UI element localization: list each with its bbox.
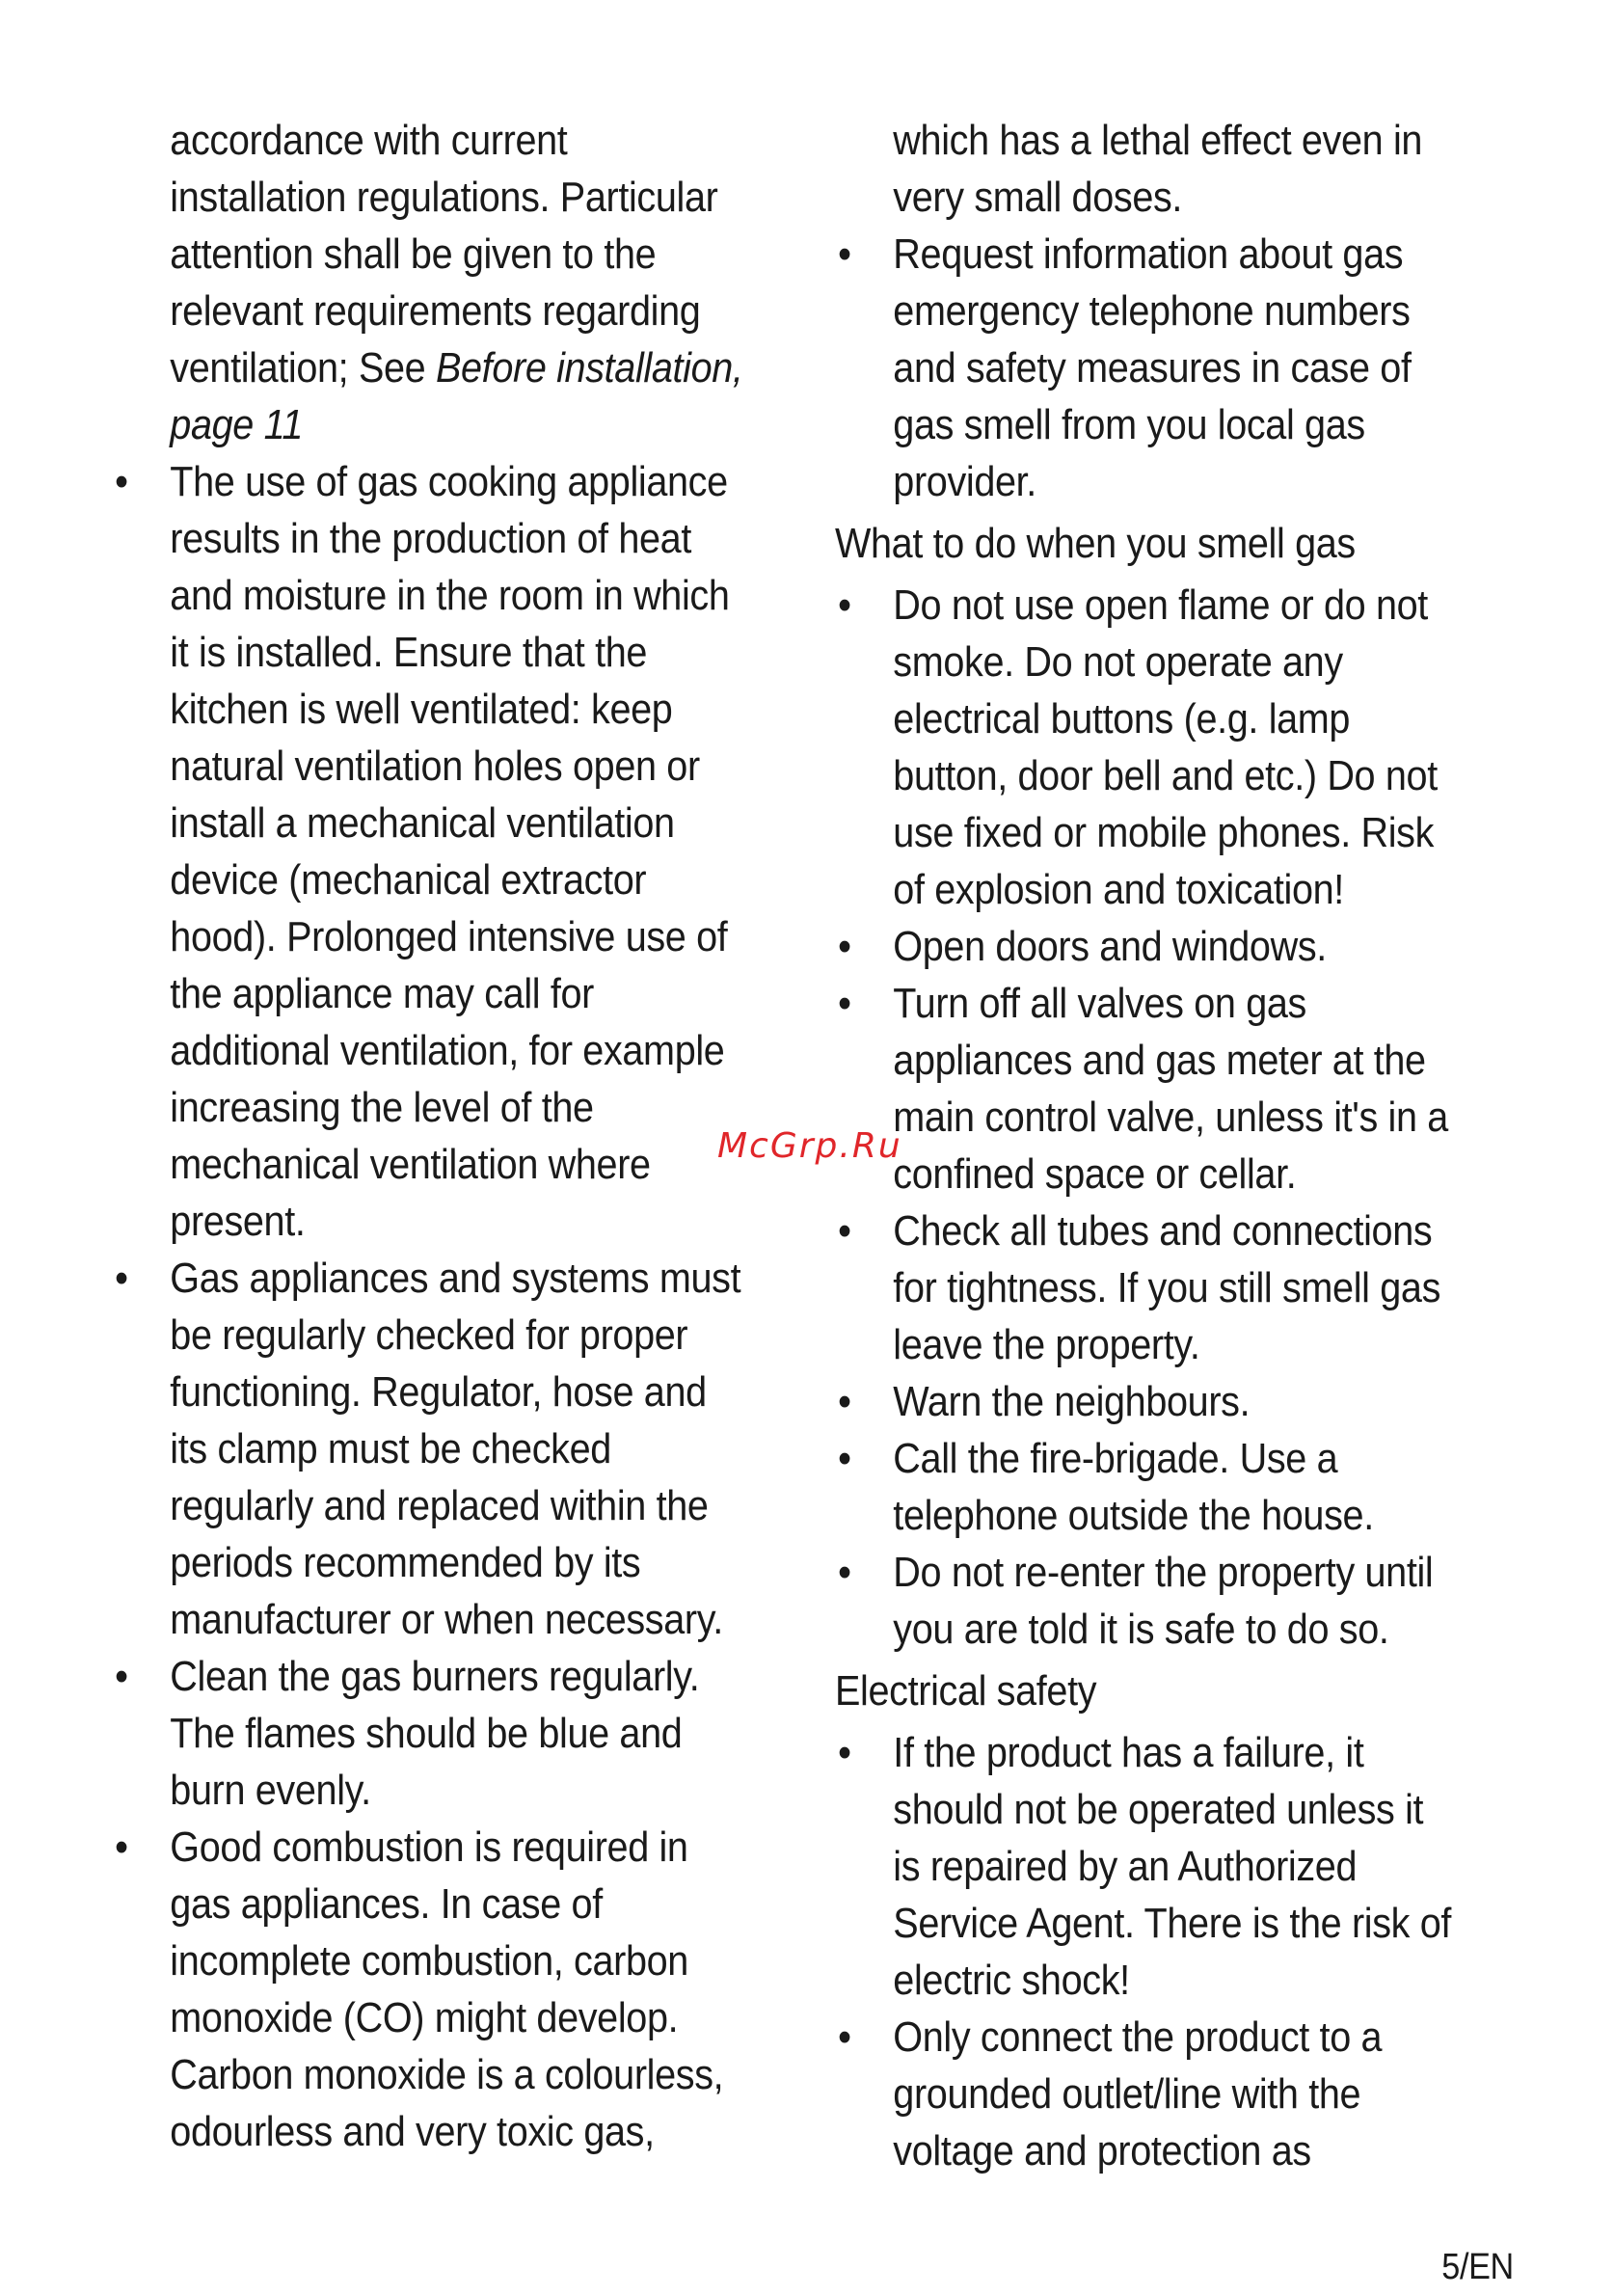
text-line: Do not re-enter the property until [893,1549,1434,1596]
text-line: gas smell from you local gas [893,401,1365,448]
text-line: results in the production of heat [170,515,691,562]
text-line: provider. [893,458,1036,505]
bullet-icon: • [838,923,851,970]
section-heading-electrical-safety: Electrical safety [835,1667,1097,1715]
text-line: hood). Prolonged intensive use of [170,913,728,960]
text-line: the appliance may call for [170,970,594,1017]
text-line: be regularly checked for proper [170,1311,688,1359]
text-line: Turn off all valves on gas [893,980,1306,1027]
text-line: odourless and very toxic gas, [170,2108,655,2155]
list-item [835,918,1460,975]
list-item [112,1819,737,2160]
text-line: mechanical ventilation where [170,1141,651,1188]
bullet-icon: • [838,980,851,1027]
text-line: is repaired by an Authorized [893,1843,1358,1890]
text-line: The use of gas cooking appliance [170,458,728,505]
text-line: Warn the neighbours. [893,1378,1251,1425]
left-column [112,112,806,2160]
bullet-icon: • [838,1207,851,1255]
bullet-icon: • [838,1435,851,1482]
text-line: Only connect the product to a [893,2013,1383,2061]
list-item [112,1648,737,1819]
text-line: Service Agent. There is the risk of [893,1900,1452,1947]
text-line: natural ventilation holes open or [170,743,700,790]
section-heading-smell-gas: What to do when you smell gas [835,520,1356,567]
list-item [835,1724,1460,2009]
text-line: device (mechanical extractor [170,856,647,904]
bullet-icon: • [838,1549,851,1596]
text-line: electrical buttons (e.g. lamp [893,695,1351,743]
text-line: Request information about gas [893,230,1404,278]
text-line [170,339,743,396]
text-line: periods recommended by its [170,1539,641,1586]
bullet-icon: • [838,581,851,629]
list-item [835,1544,1460,1658]
text-line: present. [170,1198,306,1245]
text-line: electric shock! [893,1957,1130,2004]
list-item [835,1202,1460,1373]
list-item [835,226,1460,510]
text-line: Clean the gas burners regularly. [170,1653,700,1700]
bullet-icon: • [115,1823,128,1871]
text-line: Carbon monoxide is a colourless, [170,2051,724,2098]
text-line: voltage and protection as [893,2127,1311,2174]
text-line: The flames should be blue and [170,1710,683,1757]
text-line: install a mechanical ventilation [170,799,675,847]
text-line: relevant requirements regarding [170,287,701,335]
bullet-icon: • [838,1729,851,1776]
text-line: for tightness. If you still smell gas [893,1264,1441,1311]
bullet-icon: • [115,1255,128,1302]
list-item [835,1373,1460,1430]
bullet-icon: • [838,2013,851,2061]
list-item [835,975,1460,1202]
text-line: grounded outlet/line with the [893,2070,1361,2118]
text-line: Open doors and windows. [893,923,1327,970]
text-line: of explosion and toxication! [893,866,1344,913]
text-line: attention shall be given to the [170,230,657,278]
text-line: monoxide (CO) might develop. [170,1994,679,2041]
list-item [112,453,737,1250]
text-line: should not be operated unless it [893,1786,1424,1833]
text-line: leave the property. [893,1321,1200,1368]
bullet-icon: • [115,1653,128,1700]
list-item [112,1250,741,1648]
text-line: which has a lethal effect even in [893,117,1423,164]
text-line: Check all tubes and connections [893,1207,1433,1255]
bullet-icon: • [838,230,851,278]
list-item [835,1430,1460,1544]
text-line: smoke. Do not operate any [893,638,1343,686]
list-item [835,2009,1460,2179]
list-item [835,577,1460,918]
cross-reference-link[interactable]: Before installation, [435,344,743,392]
text-line: burn evenly. [170,1767,371,1814]
text-line: gas appliances. In case of [170,1880,603,1928]
text-line: its clamp must be checked [170,1425,611,1472]
text-line: additional ventilation, for example [170,1027,725,1074]
text-line: it is installed. Ensure that the [170,629,648,676]
text-line: Gas appliances and systems must [170,1255,741,1302]
text-line: use fixed or mobile phones. Risk [893,809,1435,856]
text-line: incomplete combustion, carbon [170,1937,688,1985]
text-line: you are told it is safe to do so. [893,1606,1389,1653]
text-line: confined space or cellar. [893,1150,1297,1198]
left-intro-paragraph [112,112,743,453]
text-line: emergency telephone numbers [893,287,1411,335]
watermark: McGrp.Ru [717,1126,902,1166]
text-line: very small doses. [893,174,1183,221]
text-line: Good combustion is required in [170,1823,688,1871]
page-number: 5/EN [1441,2247,1514,2287]
right-intro-paragraph [835,112,1460,226]
right-column [835,112,1529,2179]
bullet-icon: • [838,1378,851,1425]
text-line: manufacturer or when necessary. [170,1596,723,1643]
text-line: Do not use open flame or do not [893,581,1428,629]
text-line: If the product has a failure, it [893,1729,1364,1776]
text-fragment: ventilation; See [170,344,436,392]
text-line: and moisture in the room in which [170,572,730,619]
text-line: kitchen is well ventilated: keep [170,686,673,733]
text-line: button, door bell and etc.) Do not [893,752,1438,799]
text-line: Call the fire-brigade. Use a [893,1435,1338,1482]
text-line: appliances and gas meter at the [893,1037,1426,1084]
text-line: increasing the level of the [170,1084,594,1131]
text-line: accordance with current [170,117,568,164]
text-line: installation regulations. Particular [170,174,718,221]
text-line: telephone outside the house. [893,1492,1374,1539]
text-line: main control valve, unless it's in a [893,1094,1448,1141]
text-line: and safety measures in case of [893,344,1412,392]
text-line: regularly and replaced within the [170,1482,709,1529]
cross-reference-page[interactable]: page 11 [170,401,303,448]
bullet-icon: • [115,458,128,505]
text-line: functioning. Regulator, hose and [170,1368,707,1416]
